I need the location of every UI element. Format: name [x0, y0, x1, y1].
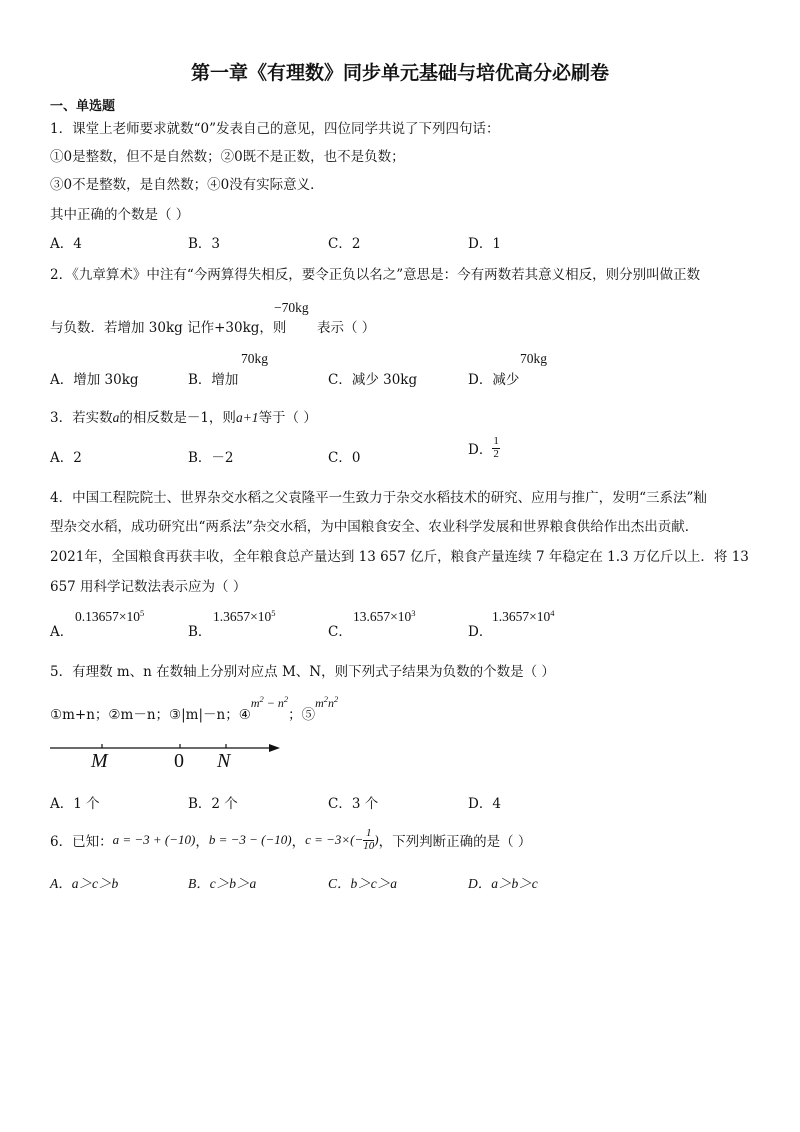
q2-option-c[interactable]: C．减少 30kg [328, 372, 418, 388]
q6-b-expr: b = −3 − (−10) [208, 832, 292, 848]
q2-option-b[interactable]: B．增加 [188, 372, 239, 388]
q5-i5-exp2: 2 [334, 694, 339, 704]
q3-option-d[interactable] [468, 436, 500, 460]
q3-option-c[interactable]: C．0 [328, 450, 361, 466]
q1-option-b[interactable]: B．3 [188, 236, 221, 252]
q1-stem: 1．课堂上老师要求就数“0”发表自己的意见，四位同学共说了下列四句话： [50, 121, 500, 137]
q2-option-d-value: 70kg [520, 351, 547, 366]
q4-option-d[interactable] [492, 608, 555, 625]
q4-d-base: 1.3657×10 [492, 609, 551, 624]
q6-option-a[interactable]: A．a＞c＞b [50, 876, 119, 891]
q4-option-b-label[interactable]: B． [188, 624, 212, 640]
q6-option-d[interactable]: D．a＞b＞c [468, 876, 538, 891]
q4-stem-line3: 2021年，全国粮食再获丰收，全年粮食总产量达到 13 657 亿斤，粮食产量连续 7 年稳定在 1.3 万亿斤以上．将 13 [50, 549, 749, 565]
q6-a-expr: a = −3 + (−10) [112, 832, 196, 848]
page-title: 第一章《有理数》同步单元基础与培优高分必刷卷 [190, 62, 609, 84]
q5-i4-exp2: 2 [283, 694, 289, 704]
q3-stem [50, 406, 317, 426]
q3-stem-post: 等于（ ） [258, 410, 317, 426]
q2-stem-line2-end: 表示（ ） [317, 320, 376, 336]
q2-stem-line2: 与负数．若增加 30kg 记作+30kg，则 [50, 320, 287, 336]
q5-i4-exp1: 2 [259, 694, 264, 704]
q6-sep1: ， [195, 834, 209, 851]
q5-item5-expr [315, 696, 338, 710]
q4-d-exp: 4 [550, 608, 555, 618]
number-line-arrow [269, 744, 280, 752]
q6-option-c[interactable]: C．b＞c＞a [328, 876, 397, 891]
q6-c-den: 10 [363, 839, 375, 852]
q6-c-num: 1 [363, 828, 374, 841]
q3-option-d-label: D． [468, 442, 493, 459]
q5-option-d[interactable]: D．4 [468, 796, 501, 812]
q6-post: ，下列判断正确的是（ ） [378, 834, 532, 851]
q2-option-a[interactable]: A．增加 30kg [50, 372, 139, 388]
q5-option-a[interactable]: A．1 个 [50, 796, 100, 812]
axis-label-m: M [91, 750, 108, 772]
q2-option-b-value: 70kg [241, 351, 268, 366]
q5-stem: 5．有理数 m、n 在数轴上分别对应点 M、N，则下列式子结果为负数的个数是（ ） [50, 664, 555, 680]
q1-option-c[interactable]: C．2 [328, 236, 361, 252]
axis-label-n: N [217, 750, 231, 772]
q4-option-d-label[interactable]: D． [468, 624, 493, 640]
q4-stem-line4: 657 用科学记数法表示应为（ ） [50, 579, 247, 595]
q5-item5-sep: ；⑤ [288, 707, 316, 723]
q4-option-a-label[interactable]: A． [50, 624, 74, 640]
q6-c-pre: c = −3×(− [305, 832, 364, 848]
q6-pre: 6．已知： [50, 834, 113, 851]
section-heading: 一、单选题 [50, 99, 116, 114]
q1-option-d[interactable]: D．1 [468, 236, 501, 252]
q5-i5-base: m [315, 696, 324, 710]
axis-label-zero: 0 [174, 750, 184, 772]
q6-option-b[interactable]: B．c＞b＞a [188, 876, 257, 891]
q6-stem [50, 828, 531, 852]
q6-sep2: ， [291, 834, 306, 851]
q1-statements-2: ③0不是整数，是自然数；④0没有实际意义． [50, 177, 324, 193]
q4-a-exp: 5 [140, 608, 145, 618]
q1-option-a[interactable]: A．4 [50, 236, 82, 252]
q5-item4-expr [251, 696, 288, 710]
q4-c-exp: 3 [411, 608, 416, 618]
q1-prompt: 其中正确的个数是（ ） [50, 207, 190, 223]
q4-b-base: 1.3657×10 [213, 609, 272, 624]
q4-option-c-label[interactable]: C． [328, 624, 352, 640]
q2-option-d[interactable]: D．减少 [468, 372, 520, 388]
number-line [45, 738, 295, 778]
q3-frac-num: 1 [493, 435, 499, 447]
q5-i5-mid: n [328, 696, 335, 710]
q4-a-base: 0.13657×10 [75, 609, 140, 624]
q2-expression: −70kg [274, 300, 309, 315]
q2-stem-line1: 2．《九章算术》中注有“今两算得失相反，要令正负以名之”意思是：今有两数若其意义相反，则分别叫做正数 [50, 267, 701, 283]
q3-option-a[interactable]: A．2 [50, 450, 82, 466]
q5-items [50, 694, 339, 723]
q4-stem-line1: 4．中国工程院院士、世界杂交水稻之父袁隆平一生致力于杂交水稻技术的研究、应用与推广，发明“三系法”籼 [50, 490, 707, 506]
q4-b-exp: 5 [271, 608, 276, 618]
q5-items-1-3: ①m+n；②m－n；③|m|－n；④ [50, 707, 251, 723]
q3-expr: a+1 [235, 410, 259, 425]
q5-option-c[interactable]: C．3 个 [328, 796, 379, 812]
q5-i5-exp1: 2 [323, 694, 329, 704]
q3-var: a [112, 410, 120, 425]
q6-c-expr [305, 827, 379, 852]
q6-c-post: ) [374, 832, 379, 848]
q3-option-b[interactable]: B．－2 [188, 450, 234, 466]
q3-frac-den: 2 [493, 447, 499, 460]
q1-statements-1: ①0是整数，但不是自然数；②0既不是正数，也不是负数； [50, 149, 405, 165]
q4-stem-line2: 型杂交水稻，成功研究出“两系法”杂交水稻，为中国粮食安全、农业科学发展和世界粮食供给作出杰出贡献． [50, 519, 699, 535]
q4-option-b[interactable] [213, 608, 276, 625]
q6-c-fraction [363, 828, 374, 852]
q4-option-a[interactable] [75, 608, 144, 625]
q5-i4-base: m [250, 696, 260, 710]
q5-i4-mid: − n [263, 696, 284, 710]
q5-option-b[interactable]: B．2 个 [188, 796, 238, 812]
q3-stem-mid: 的相反数是－1，则 [119, 410, 236, 426]
q3-option-d-fraction [492, 436, 500, 460]
q3-stem-pre: 3．若实数 [50, 410, 113, 426]
q4-option-c[interactable] [353, 608, 416, 625]
q4-c-base: 13.657×10 [353, 609, 412, 624]
